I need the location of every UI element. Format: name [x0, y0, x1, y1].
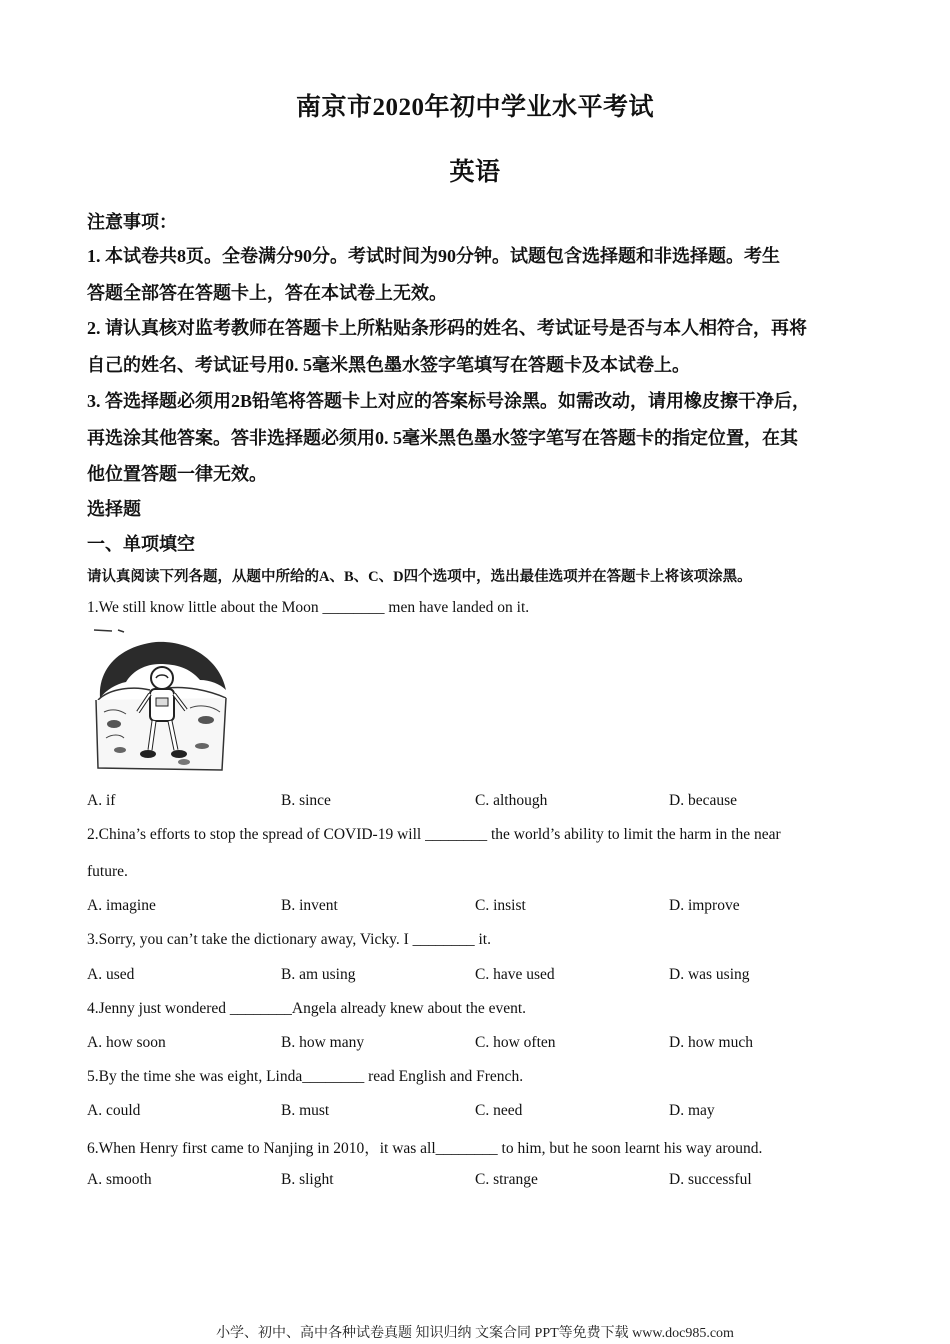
notice-line: 再选涂其他答案。答非选择题必须用0. 5毫米黑色墨水签字笔写在答题卡的指定位置，在其 [87, 428, 798, 448]
notice-line: 答题全部答在答题卡上，答在本试卷上无效。 [87, 283, 447, 303]
part-heading: 一、单项填空 [87, 534, 195, 554]
answer-options [87, 897, 867, 919]
option-d: D. improve [669, 897, 740, 914]
option-d: D. was using [669, 966, 750, 983]
option-a: A. how soon [87, 1034, 166, 1051]
option-b: B. must [281, 1102, 330, 1119]
option-b: B. how many [281, 1034, 365, 1051]
option-b: B. since [281, 792, 331, 809]
question-stem: 4.Jenny just wondered ________Angela already knew about the event. [87, 1000, 527, 1017]
option-c: C. have used [475, 966, 555, 983]
option-d: D. may [669, 1102, 715, 1119]
option-b: B. slight [281, 1171, 334, 1188]
notice-line: 3. 答选择题必须用2B铅笔将答题卡上对应的答案标号涂黑。如需改动，请用橡皮擦干净后， [87, 391, 811, 411]
option-c: C. insist [475, 897, 526, 914]
option-a: A. used [87, 966, 135, 983]
section-heading: 选择题 [87, 499, 141, 519]
question-stem: 2.China’s efforts to stop the spread of COVID-19 will ________ the world’s ability to limit the harm in the near [87, 826, 781, 843]
answer-options [87, 1034, 867, 1056]
instruction-text: 请认真阅读下列各题，从题中所给的A、B、C、D四个选项中，选出最佳选项并在答题卡上将该项涂黑。 [87, 569, 752, 585]
notice-line: 1. 本试卷共8页。全卷满分90分。考试时间为90分钟。试题包含选择题和非选择题。考生 [87, 246, 780, 266]
notice-line: 他位置答题一律无效。 [87, 464, 267, 484]
option-b: B. am using [281, 966, 356, 983]
question-stem: 5.By the time she was eight, Linda________ read English and French. [87, 1068, 524, 1085]
answer-options [87, 966, 867, 988]
question-stem-continued: future. [87, 863, 128, 880]
question-stem: 1.We still know little about the Moon ________ men have landed on it. [87, 599, 530, 616]
option-a: A. could [87, 1102, 141, 1119]
option-c: C. how often [475, 1034, 556, 1051]
option-d: D. because [669, 792, 737, 809]
option-a: A. imagine [87, 897, 156, 914]
option-d: D. successful [669, 1171, 752, 1188]
notice-heading: 注意事项： [87, 212, 177, 232]
question-stem: 3.Sorry, you can’t take the dictionary away, Vicky. I ________ it. [87, 931, 491, 948]
option-b: B. invent [281, 897, 338, 914]
option-c: C. strange [475, 1171, 538, 1188]
astronaut-on-moon-illustration [90, 628, 230, 774]
astronaut-sketch-icon [90, 628, 230, 774]
option-a: A. if [87, 792, 116, 809]
subject-title: 英语 [449, 159, 501, 186]
option-c: C. need [475, 1102, 523, 1119]
footer-watermark: 小学、初中、高中各种试卷真题 知识归纳 文案合同 PPT等免费下载 www.doc985.com [216, 1326, 734, 1341]
option-d: D. how much [669, 1034, 753, 1051]
notice-line: 自己的姓名、考试证号用0. 5毫米黑色墨水签字笔填写在答题卡及本试卷上。 [87, 355, 690, 375]
exam-title: 南京市2020年初中学业水平考试 [295, 94, 654, 121]
option-a: A. smooth [87, 1171, 152, 1188]
option-c: C. although [475, 792, 548, 809]
answer-options [87, 1171, 867, 1193]
notice-line: 2. 请认真核对监考教师在答题卡上所粘贴条形码的姓名、考试证号是否与本人相符合，再将 [87, 318, 807, 338]
answer-options [87, 1102, 867, 1124]
question-stem: 6.When Henry first came to Nanjing in 2010，it was all________ to him, but he soon learnt his way around. [87, 1140, 763, 1157]
answer-options [87, 792, 867, 814]
